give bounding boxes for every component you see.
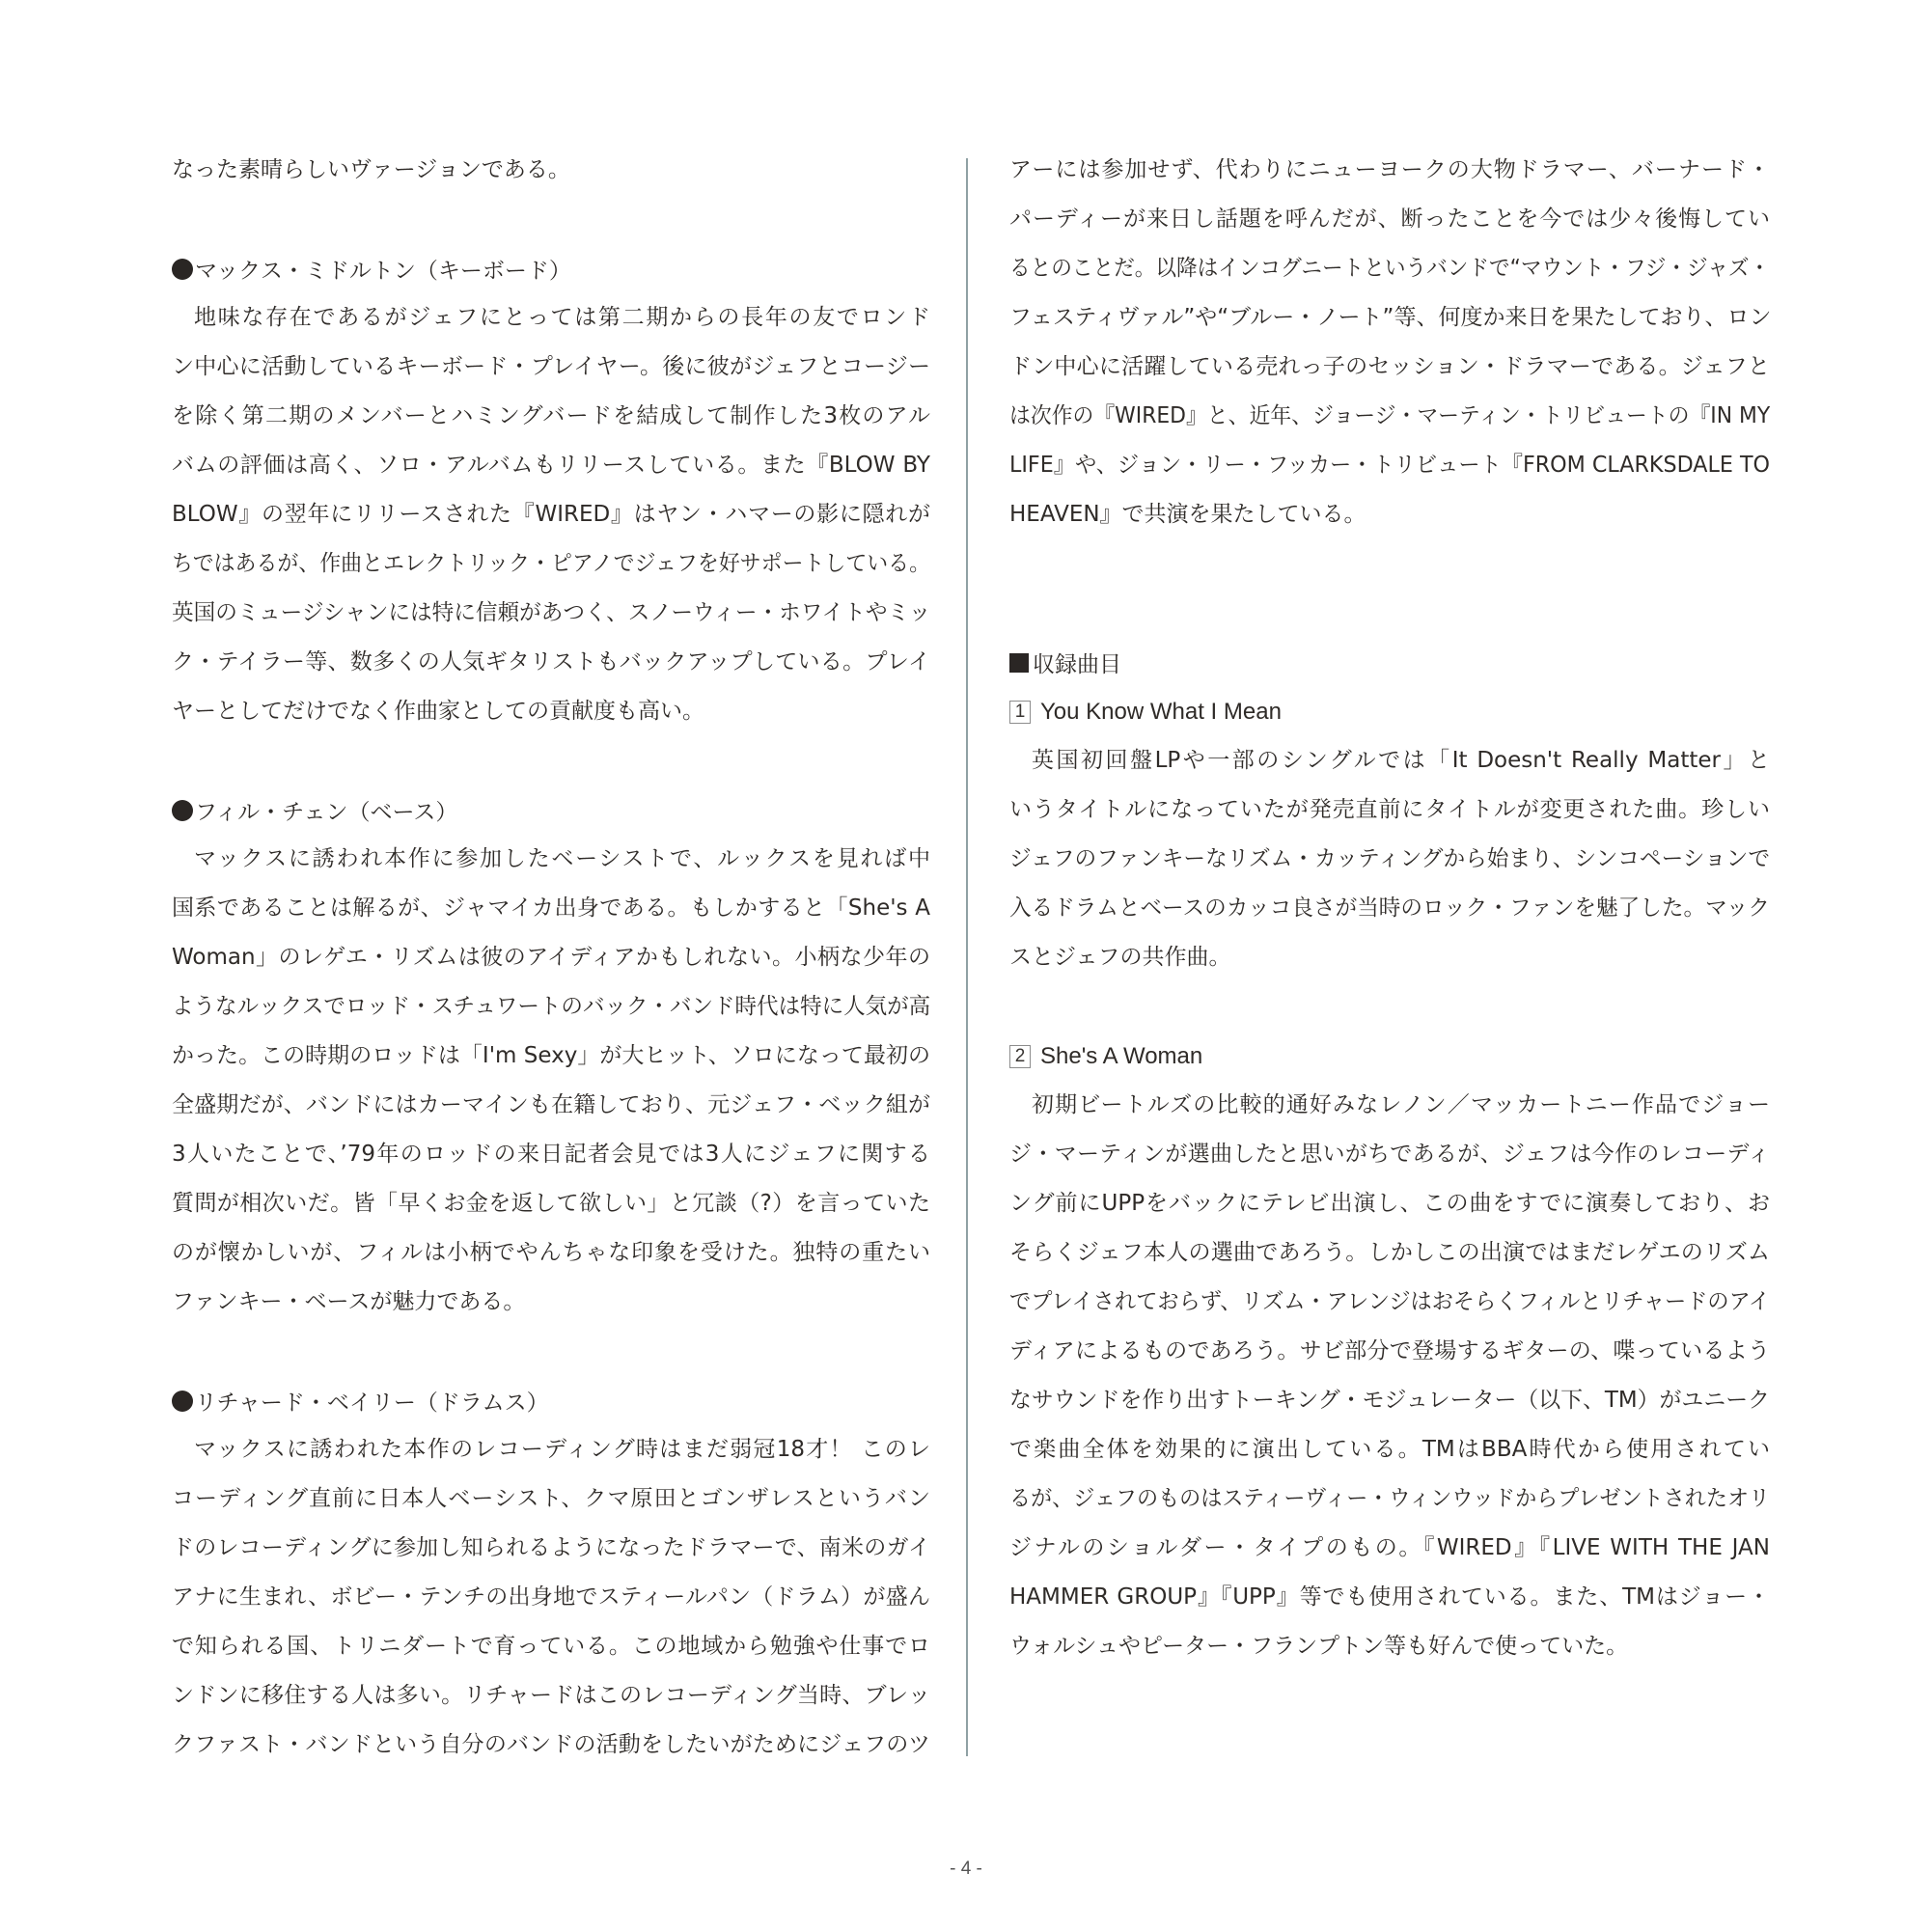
body-line: ディアによるものであろう。サビ部分で登場するギターの、喋っているよう [1009, 1338, 1770, 1363]
body-line: 地味な存在であるがジェフにとっては第二期からの長年の友でロンド [194, 305, 930, 330]
body-line: BLOW』の翌年にリリースされた『WIRED』はヤン・ハマーの影に隠れが [172, 502, 930, 527]
section-heading-richard-bailey [172, 1376, 930, 1425]
section-heading-text: マックス・ミドルトン（キーボード） [195, 259, 571, 284]
track-number-box: 2 [1009, 1045, 1031, 1068]
body-line: ン中心に活動しているキーボード・プレイヤー。後に彼がジェフとコージー [172, 354, 930, 379]
body-line: るが、ジェフのものはスティーヴィー・ウィンウッドからプレゼントされたオリ [1009, 1486, 1771, 1511]
body-line: アナに生まれ、ボビー・テンチの出身地でスティールパン（ドラム）が盛ん [172, 1584, 930, 1610]
body-line: 英国のミュージシャンには特に信頼があつく、スノーウィー・ホワイトやミッ [172, 600, 931, 625]
intro-line: なった素晴らしいヴァージョンである。 [172, 157, 570, 182]
track-title-row [1009, 1032, 1770, 1081]
right-column [1009, 146, 1770, 1671]
bullet-square-icon [1009, 653, 1029, 673]
body-line: ウォルシュやピーター・フランプトン等も好んで使っていた。 [1009, 1634, 1629, 1659]
body-line: ヤーとしてだけでなく作曲家としての貢献度も高い。 [172, 699, 704, 724]
body-line: ジェフのファンキーなリズム・カッティングから始まり、シンコペーションで [1009, 846, 1770, 871]
body-line: るとのことだ。以降はインコグニートというバンドで“マウント・フジ・ジャズ・ [1009, 256, 1771, 281]
body-line: ジ・マーティンが選曲したと思いがちであるが、ジェフは今作のレコーディ [1009, 1142, 1770, 1167]
bullet-circle-icon [172, 800, 193, 821]
track-title: She's A Woman [1040, 1042, 1203, 1069]
body-line: 入るドラムとベースのカッコ良さが当時のロック・ファンを魅了した。マック [1009, 895, 1770, 921]
body-line: かった。この時期のロッドは「I'm Sexy」が大ヒット、ソロになって最初の [172, 1043, 930, 1068]
body-line: パーディーが来日し話題を呼んだが、断ったことを今では少々後悔してい [1009, 207, 1770, 232]
body-line: HAMMER GROUP』『UPP』等でも使用されている。また、TMはジョー・ [1009, 1584, 1770, 1610]
body-line: アーには参加せず、代わりにニューヨークの大物ドラマー、バーナード・ [1009, 157, 1770, 182]
body-line: 英国初回盤LPや一部のシングルでは「It Doesn't Really Matter」と [1032, 748, 1770, 773]
body-line: ようなルックスでロッド・スチュワートのバック・バンド時代は特に人気が高 [172, 994, 931, 1019]
body-line: スとジェフの共作曲。 [1009, 945, 1231, 970]
section-heading-max-middleton [172, 244, 930, 293]
track-title: You Know What I Mean [1040, 698, 1282, 725]
body-line: ンドンに移住する人は多い。リチャードはこのレコーディング当時、ブレッ [172, 1683, 930, 1708]
body-line: ドン中心に活躍している売れっ子のセッション・ドラマーである。ジェフと [1009, 354, 1770, 379]
body-line: ング前にUPPをバックにテレビ出演し、この曲をすでに演奏しており、お [1009, 1191, 1770, 1216]
body-line: HEAVEN』で共演を果たしている。 [1009, 502, 1366, 527]
spacer [172, 736, 930, 785]
body-line: 3人いたことで、’79年のロッドの来日記者会見では3人にジェフに関する [172, 1142, 930, 1167]
tracklist-heading-text: 収録曲目 [1033, 652, 1121, 677]
spacer [1009, 589, 1770, 638]
body-line: のが懐かしいが、フィルは小柄でやんちゃな印象を受けた。独特の重たい [172, 1240, 930, 1265]
body-line: は次作の『WIRED』と、近年、ジョージ・マーティン・トリビュートの『IN MY [1009, 403, 1771, 428]
section-heading-text: フィル・チェン（ベース） [195, 800, 458, 825]
body-line: ドのレコーディングに参加し知られるようになったドラマーで、南米のガイ [172, 1535, 930, 1560]
body-line: いうタイトルになっていたが発売直前にタイトルが変更された曲。珍しい [1009, 797, 1770, 822]
bullet-circle-icon [172, 1391, 193, 1412]
body-line: 初期ビートルズの比較的通好みなレノン／マッカートニー作品でジョー [1032, 1092, 1770, 1117]
body-line: で知られる国、トリニダートで育っている。この地域から勉強や仕事でロ [172, 1634, 930, 1659]
body-line: マックスに誘われた本作のレコーディング時はまだ弱冠18才！ このレ [194, 1437, 930, 1462]
track-number-box: 1 [1009, 701, 1031, 724]
column-divider [966, 158, 968, 1756]
body-line: マックスに誘われ本作に参加したベーシストで、ルックスを見れば中 [194, 846, 930, 871]
spacer [1009, 982, 1770, 1032]
page-number: - 4 - [950, 1859, 982, 1879]
body-line: を除く第二期のメンバーとハミングバードを結成して制作した3枚のアル [172, 403, 930, 428]
body-line: で楽曲全体を効果的に演出している。TMはBBA時代から使用されてい [1009, 1437, 1770, 1462]
spacer [172, 1327, 930, 1376]
body-line: フェスティヴァル”や“ブルー・ノート”等、何度か来日を果たしており、ロン [1009, 305, 1772, 330]
body-line: ク・テイラー等、数多くの人気ギタリストもバックアップしている。プレイ [172, 649, 930, 675]
spacer [172, 195, 930, 244]
tracklist-heading [1009, 638, 1770, 687]
body-line: LIFE』や、ジョン・リー・フッカー・トリビュート『FROM CLARKSDALE TO [1009, 453, 1770, 478]
spacer [1009, 539, 1770, 589]
section-heading-text: リチャード・ベイリー（ドラムス） [195, 1391, 549, 1416]
body-line: バムの評価は高く、ソロ・アルバムもリリースしている。また『BLOW BY [172, 453, 930, 478]
body-line: ちではあるが、作曲とエレクトリック・ピアノでジェフを好サポートしている。 [172, 551, 930, 576]
body-line: クファスト・バンドという自分のバンドの活動をしたいがためにジェフのツ [172, 1732, 930, 1757]
body-line: 質問が相次いだ。皆「早くお金を返して欲しい」と冗談（?）を言っていた [172, 1191, 930, 1216]
left-column [172, 146, 930, 1770]
body-line: Woman」のレゲエ・リズムは彼のアイディアかもしれない。小柄な少年の [172, 945, 930, 970]
body-line: 全盛期だが、バンドにはカーマインも在籍しており、元ジェフ・ベック組が [172, 1092, 930, 1117]
body-line: そらくジェフ本人の選曲であろう。しかしこの出演ではまだレゲエのリズム [1009, 1240, 1770, 1265]
body-line: ジナルのショルダー・タイプのもの。『WIRED』『LIVE WITH THE JAN [1009, 1535, 1770, 1560]
track-title-row [1009, 687, 1770, 736]
body-line: でプレイされておらず、リズム・アレンジはおそらくフィルとリチャードのアイ [1009, 1289, 1770, 1314]
bullet-circle-icon [172, 259, 193, 280]
body-line: 国系であることは解るが、ジャマイカ出身である。もしかすると「She's A [172, 895, 930, 921]
section-heading-phil-chen [172, 785, 930, 835]
body-line: なサウンドを作り出すトーキング・モジュレーター（以下、TM）がユニーク [1009, 1388, 1770, 1413]
body-line: ファンキー・ベースが魅力である。 [172, 1289, 526, 1314]
body-line: コーディング直前に日本人ベーシスト、クマ原田とゴンザレスというバン [172, 1486, 930, 1511]
